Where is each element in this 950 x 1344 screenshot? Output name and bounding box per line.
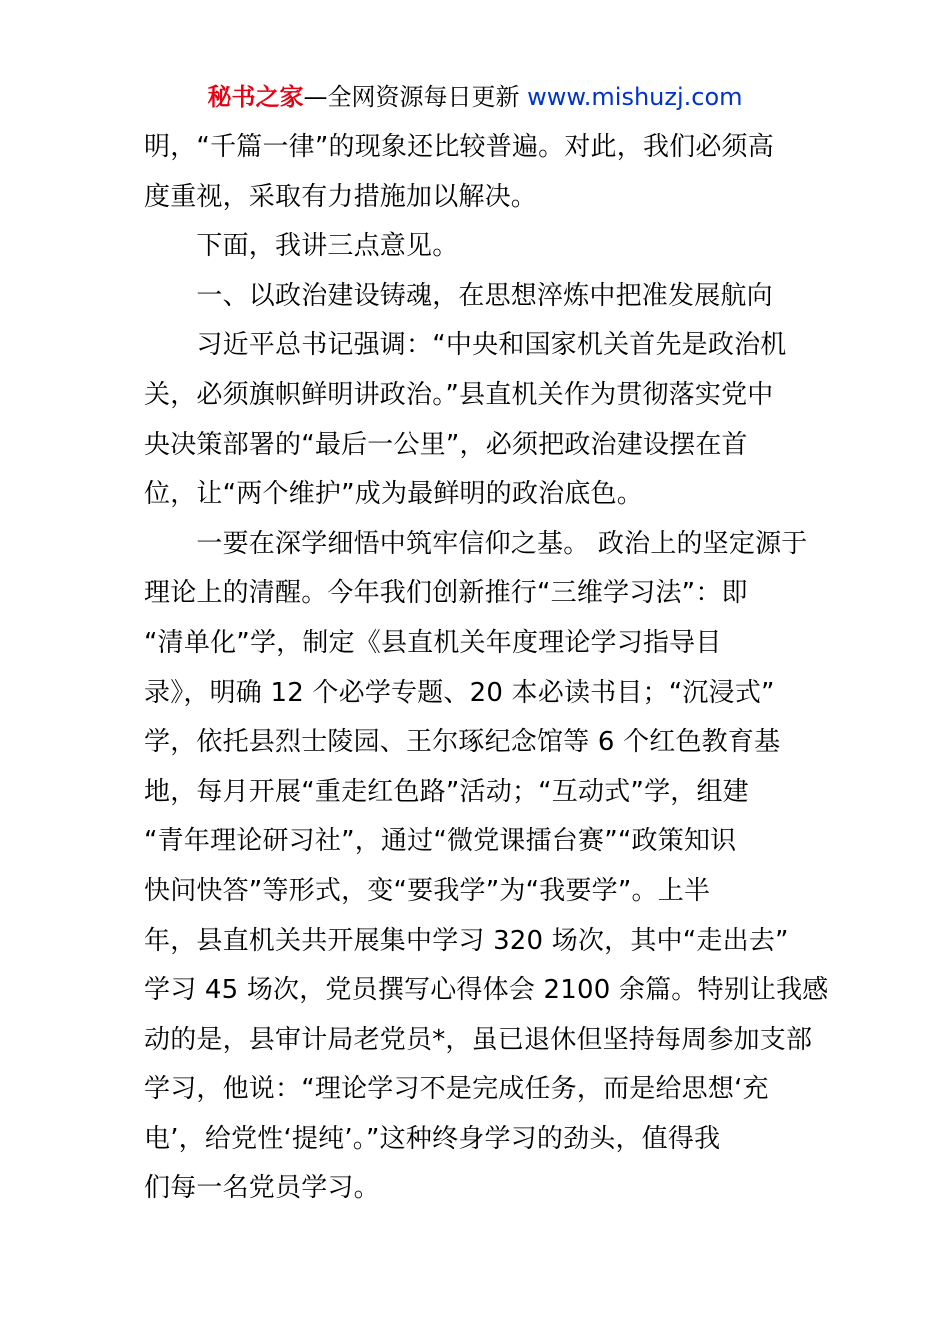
site-header: [0, 80, 950, 114]
text-line: 央决策部署的“最后一公里”，必须把政治建设摆在首: [144, 429, 748, 460]
text-line: 度重视，采取有力措施加以解决。: [144, 181, 538, 212]
text-line: “青年理论研习社”，通过“微党课擂台赛”“政策知识: [144, 826, 737, 857]
text-line: 学习 45 场次，党员撰写心得体会 2100 余篇。特别让我感: [144, 975, 829, 1006]
text-line: 们每一名党员学习。: [144, 1173, 380, 1204]
site-brand: 秘书之家: [207, 83, 304, 111]
document-body: [144, 123, 829, 1214]
text-line: 明，“千篇一律”的现象还比较普遍。对此，我们必须高: [144, 132, 774, 162]
text-line: 年，县直机关共开展集中学习 320 场次，其中“走出去”: [144, 925, 789, 956]
text-line: 学习，他说：“理论学习不是完成任务，而是给思想‘充: [144, 1074, 769, 1105]
text-line: 下面，我讲三点意见。: [144, 231, 459, 262]
text-line: 位，让“两个维护”成为最鲜明的政治底色。: [144, 479, 643, 510]
text-line: 一要在深学细悟中筑牢信仰之基。 政治上的坚定源于: [144, 528, 808, 559]
site-url-link[interactable]: www.mishuzj.com: [527, 83, 743, 111]
text-line: 电’，给党性‘提纯’。”这种终身学习的劲头，值得我: [144, 1123, 721, 1154]
text-line: “清单化”学，制定《县直机关年度理论学习指导目: [144, 627, 722, 658]
text-line: 地，每月开展“重走红色路”活动；“互动式”学，组建: [144, 776, 749, 807]
site-tagline: —全网资源每日更新: [303, 83, 528, 111]
text-line: 动的是，县审计局老党员*，虽已退休但坚持每周参加支部: [144, 1024, 813, 1055]
text-line: 习近平总书记强调：“中央和国家机关首先是政治机: [144, 330, 787, 361]
section-heading: 一、以政治建设铸魂，在思想淬炼中把准发展航向: [144, 280, 773, 311]
text-line: 学，依托县烈士陵园、王尔琢纪念馆等 6 个红色教育基: [144, 727, 781, 758]
text-line: 录》，明确 12 个必学专题、20 本必读书目；“沉浸式”: [144, 677, 775, 708]
text-line: 关，必须旗帜鲜明讲政治。”县直机关作为贯彻落实党中: [144, 379, 774, 410]
text-line: 理论上的清醒。今年我们创新推行“三维学习法”：即: [144, 578, 748, 609]
text-line: 快问快答”等形式，变“要我学”为“我要学”。上半: [144, 875, 711, 906]
